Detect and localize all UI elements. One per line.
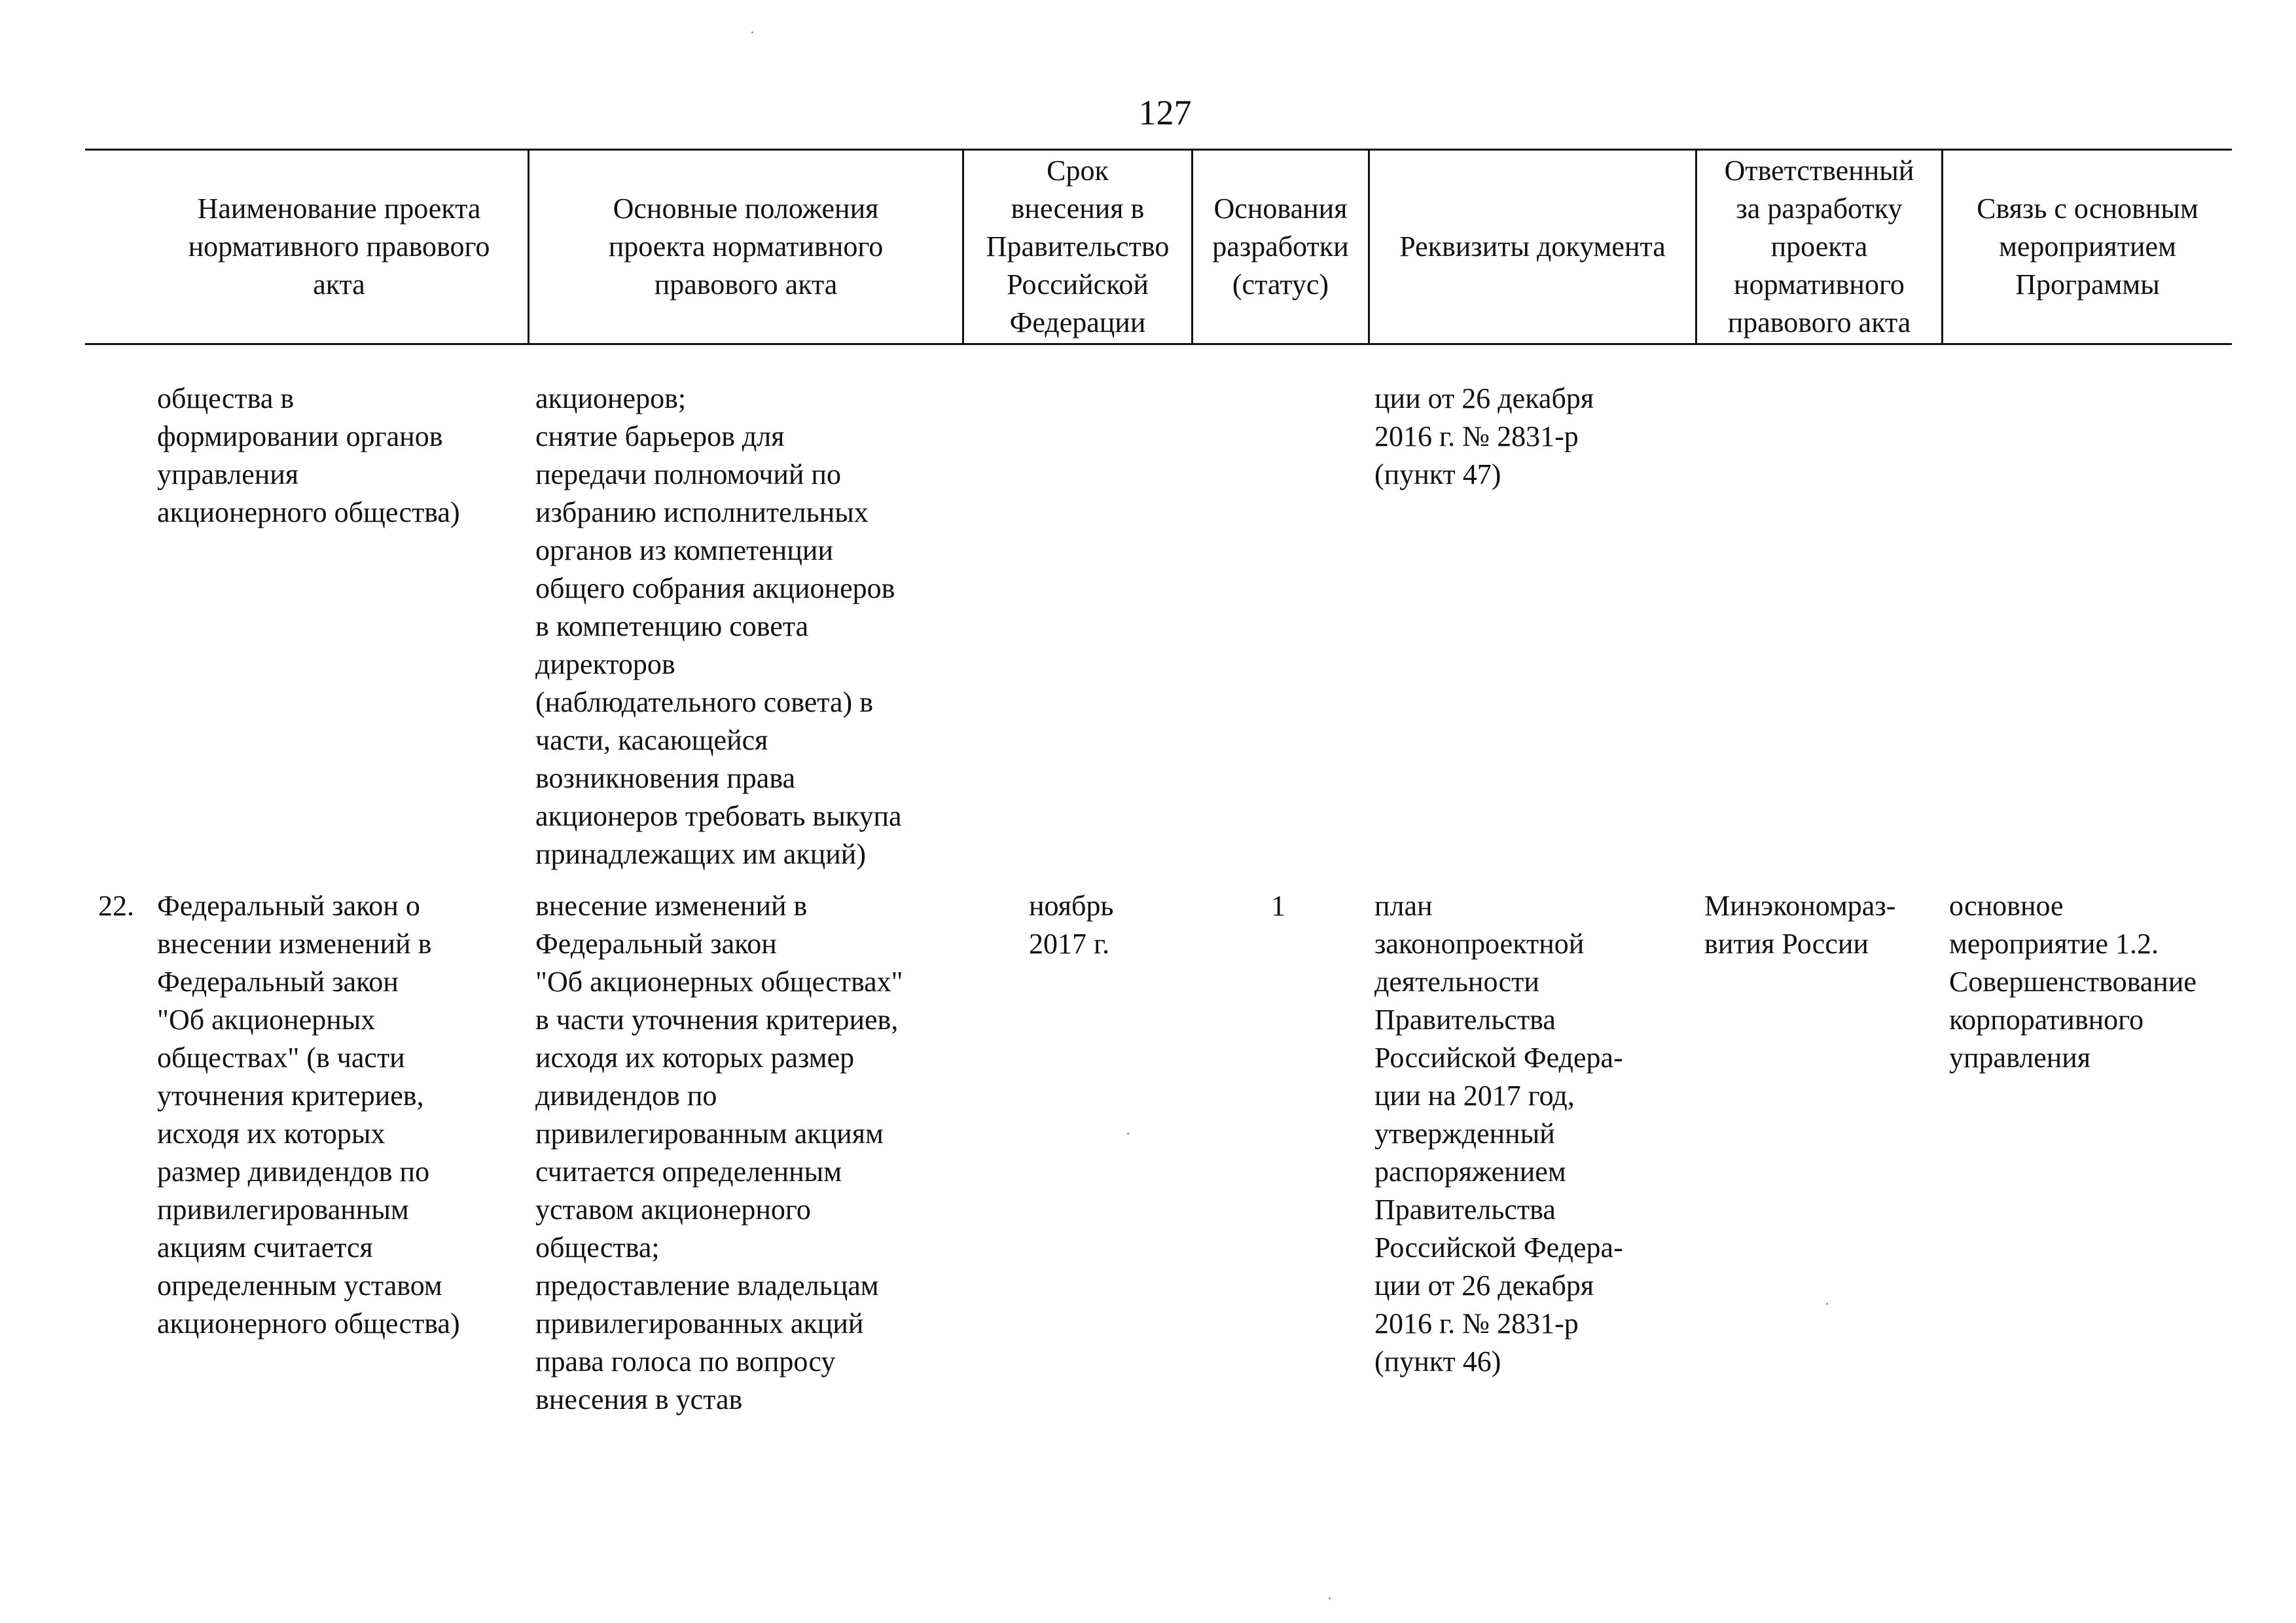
scan-speck bbox=[1127, 1133, 1129, 1135]
scan-speck bbox=[751, 31, 753, 33]
scan-speck bbox=[1329, 1597, 1331, 1599]
cell-provisions: внесение изменений в Федеральный закон "Об акционерных обществах" в части уточнения критериев, исходя их которых размер дивидендов по привилегированным акциям считается определенным уставом акционерного общества; предоставление владельцам привилегированных акций права голоса по вопросу внесения в устав bbox=[535, 890, 903, 1415]
cell-responsible: Минэкономраз- вития России bbox=[1704, 890, 1896, 960]
column-header-deadline: Срок внесения в Правительство Российской Федерации bbox=[986, 155, 1170, 338]
row-number: 22. bbox=[98, 890, 134, 922]
cell-name: общества в формировании органов управления акционерного общества) bbox=[157, 382, 460, 528]
cell-deadline: ноябрь 2017 г. bbox=[1029, 890, 1114, 960]
cell-requisites: план законопроектной деятельности Правительства Российской Федера- ции на 2017 год, утвержденный распоряжением Правительства Российской Федера- ции от 26 декабря 2016 г. № 2831-р (пункт 46) bbox=[1374, 890, 1623, 1377]
cell-requisites: ции от 26 декабря 2016 г. № 2831-р (пункт 47) bbox=[1374, 382, 1594, 490]
column-header-requisites: Реквизиты документа bbox=[1399, 230, 1666, 263]
cell-name: Федеральный закон о внесении изменений в Федеральный закон "Об акционерных обществах" (в части уточнения критериев, исходя их которых размер дивидендов по привилегированным акциям считается определенным уставом акционерного общества) bbox=[157, 890, 460, 1340]
scan-speck bbox=[1826, 1303, 1828, 1305]
cell-basis: 1 bbox=[1271, 890, 1285, 922]
cell-program-link: основное мероприятие 1.2. Совершенствование корпоративного управления bbox=[1949, 890, 2197, 1074]
column-header-name: Наименование проекта нормативного правового акта bbox=[188, 192, 490, 301]
column-header-provisions: Основные положения проекта нормативного правового акта bbox=[608, 192, 884, 301]
column-header-program-link: Связь с основным мероприятием Программы bbox=[1977, 192, 2198, 301]
column-header-responsible: Ответственный за разработку проекта нормативного правового акта bbox=[1724, 155, 1914, 338]
page-number: 127 bbox=[1138, 93, 1192, 132]
column-header-basis: Основания разработки (статус) bbox=[1212, 192, 1349, 301]
cell-provisions: акционеров; снятие барьеров для передачи полномочий по избранию исполнительных органов из компетенции общего собрания акционеров в компетенцию совета директоров (наблюдательного совета) в части, касающейся возникновения права акционеров требовать выкупа принадлежащих им акций) bbox=[535, 382, 902, 870]
